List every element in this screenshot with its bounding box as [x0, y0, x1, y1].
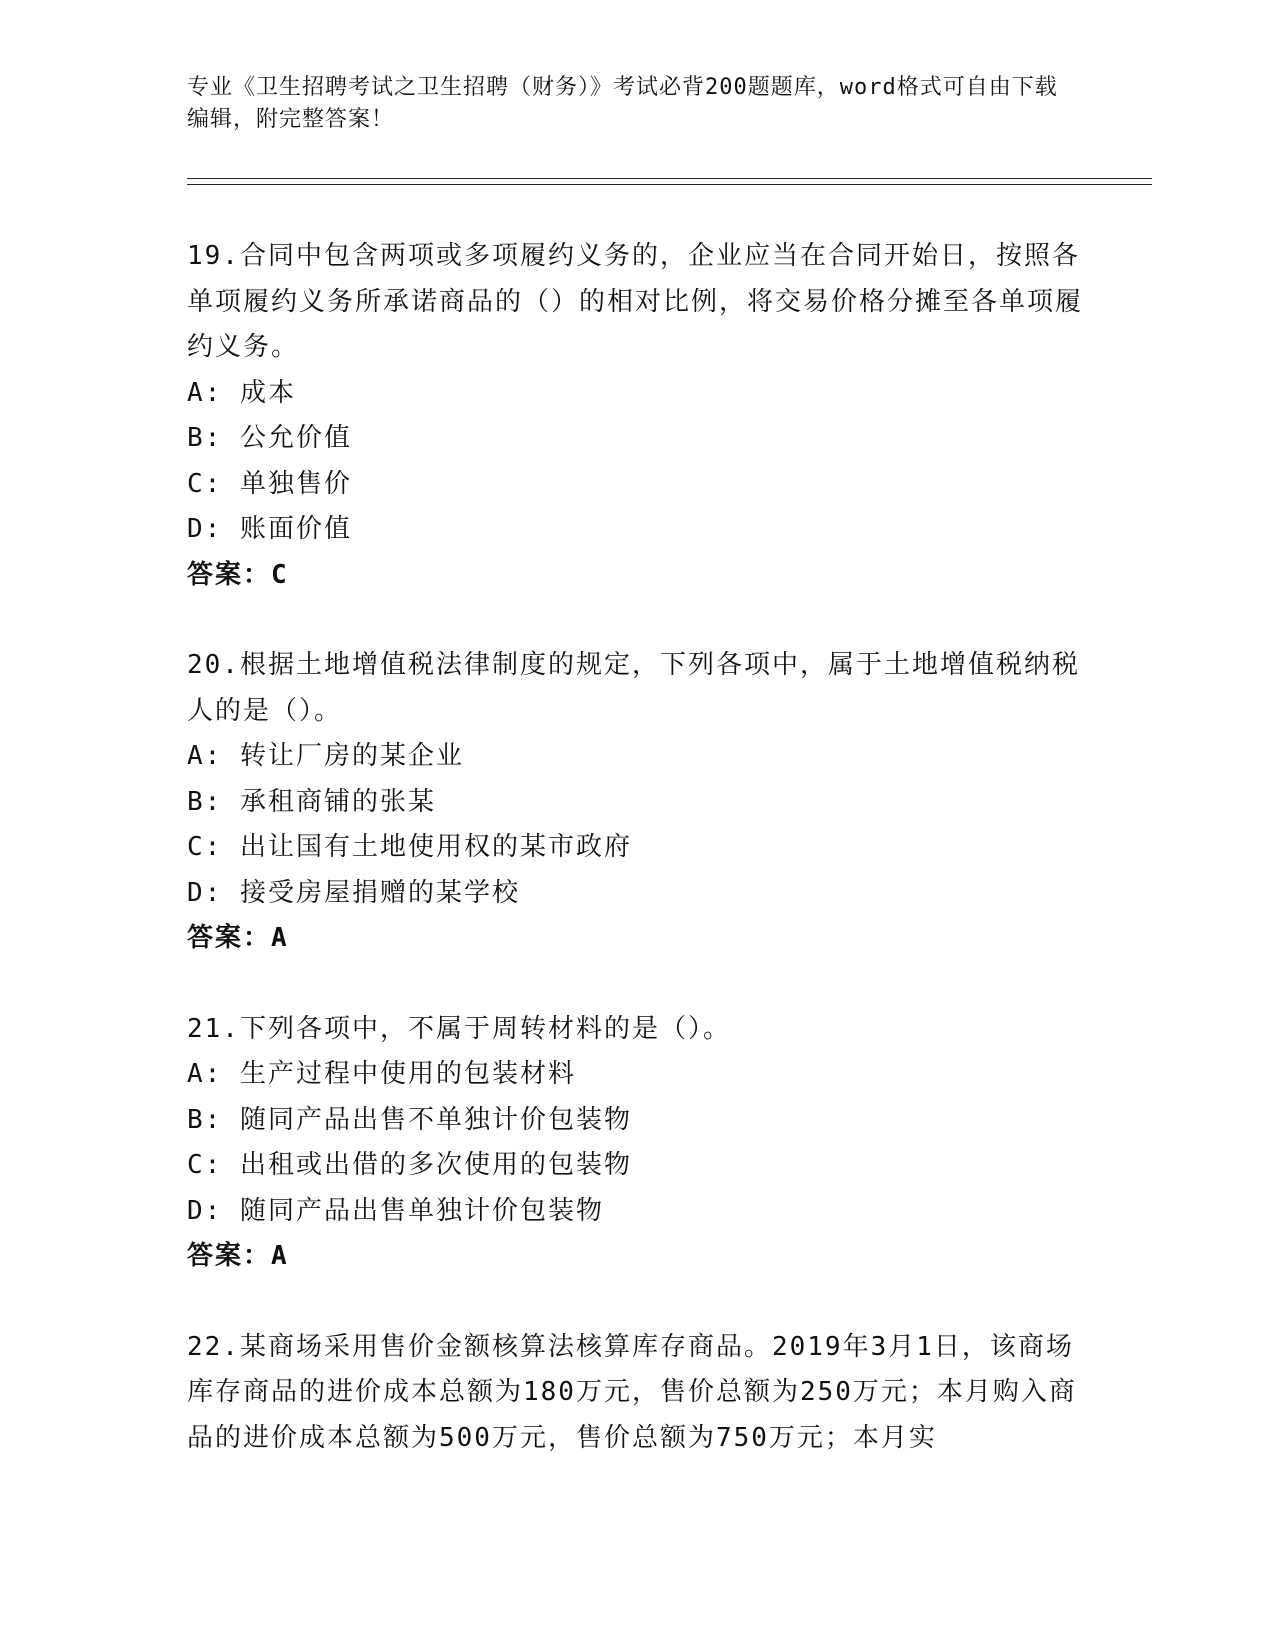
- question-stem: 21.下列各项中，不属于周转材料的是（）。: [187, 1013, 731, 1044]
- option-c: C: 单独售价: [187, 468, 352, 499]
- option-b: B: 随同产品出售不单独计价包装物: [187, 1104, 632, 1135]
- option-c: C: 出租或出借的多次使用的包装物: [187, 1150, 632, 1180]
- header-divider-top: [187, 178, 1152, 179]
- option-d: D: 随同产品出售单独计价包装物: [187, 1195, 604, 1226]
- header-divider-bottom: [187, 184, 1152, 185]
- option-a: A: 生产过程中使用的包装材料: [187, 1059, 576, 1089]
- question-20: [187, 643, 1087, 962]
- question-22: [187, 1325, 1087, 1462]
- option-a: A: 转让厂房的某企业: [187, 741, 464, 771]
- answer-line: 答案：C: [187, 559, 289, 590]
- document-header: 专业《卫生招聘考试之卫生招聘（财务）》考试必背200题题库，word格式可自由下载编辑，附完整答案！: [187, 75, 1058, 132]
- option-c: C: 出让国有土地使用权的某市政府: [187, 832, 632, 862]
- question-stem: 20.根据土地增值税法律制度的规定，下列各项中，属于土地增值税纳税人的是（）。: [187, 650, 1080, 726]
- question-21: [187, 1007, 1087, 1280]
- question-list: [187, 234, 1087, 1461]
- option-b: B: 公允价值: [187, 423, 352, 453]
- question-stem: 19.合同中包含两项或多项履约义务的，企业应当在合同开始日，按照各单项履约义务所承诺商品的（）的相对比例，将交易价格分摊至各单项履约义务。: [187, 241, 1084, 362]
- option-d: D: 接受房屋捐赠的某学校: [187, 877, 520, 908]
- option-b: B: 承租商铺的张某: [187, 786, 436, 817]
- answer-line: 答案：A: [187, 923, 289, 953]
- question-19: [187, 234, 1087, 598]
- option-a: A: 成本: [187, 377, 296, 408]
- question-stem: 22.某商场采用售价金额核算法核算库存商品。2019年3月1日，该商场库存商品的进价成本总额为180万元，售价总额为250万元；本月购入商品的进价成本总额为500万元，售价总额为750万元；本月实: [187, 1331, 1077, 1453]
- answer-line: 答案：A: [187, 1241, 289, 1271]
- option-d: D: 账面价值: [187, 514, 352, 544]
